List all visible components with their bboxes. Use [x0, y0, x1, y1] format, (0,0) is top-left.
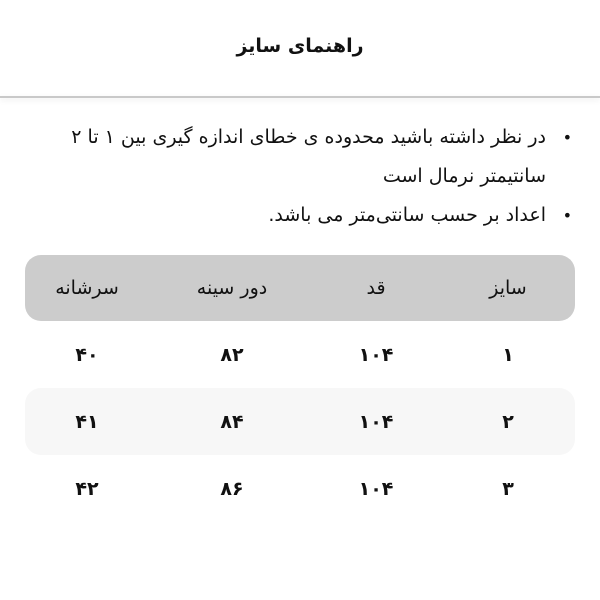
column-header-height: قد — [366, 277, 386, 299]
cell-chest: ۸۶ — [220, 477, 244, 500]
column-header-shoulder: سرشانه — [55, 277, 119, 299]
table-header-row — [25, 255, 575, 321]
cell-height: ۱۰۴ — [358, 410, 394, 433]
bullet-icon: • — [562, 206, 572, 225]
note-text: در نظر داشته باشید محدوده ی خطای اندازه گیری بین ۱ تا ۲ سانتیمتر نرمال است — [71, 126, 546, 187]
column-header-chest: دور سینه — [196, 277, 268, 299]
notes-list — [18, 118, 578, 235]
column-header-size: سایز — [489, 277, 527, 299]
table-row — [25, 388, 575, 455]
cell-size: ۱ — [502, 343, 514, 366]
cell-shoulder: ۴۲ — [75, 477, 99, 500]
note-text: اعداد بر حسب سانتی‌متر می باشد. — [268, 204, 546, 226]
page-header — [0, 0, 600, 96]
header-divider — [0, 96, 600, 98]
cell-shoulder: ۴۰ — [75, 343, 99, 366]
cell-height: ۱۰۴ — [358, 343, 394, 366]
note-item — [18, 118, 578, 196]
bullet-icon: • — [562, 128, 572, 147]
cell-chest: ۸۲ — [220, 343, 244, 366]
size-table — [25, 255, 575, 522]
table-row — [25, 321, 575, 388]
page-title: راهنمای سایز — [236, 35, 364, 57]
cell-shoulder: ۴۱ — [75, 410, 99, 433]
cell-chest: ۸۴ — [220, 410, 244, 433]
table-row — [25, 455, 575, 522]
cell-size: ۲ — [502, 410, 514, 433]
cell-height: ۱۰۴ — [358, 477, 394, 500]
note-item — [18, 196, 578, 235]
cell-size: ۳ — [502, 477, 514, 500]
